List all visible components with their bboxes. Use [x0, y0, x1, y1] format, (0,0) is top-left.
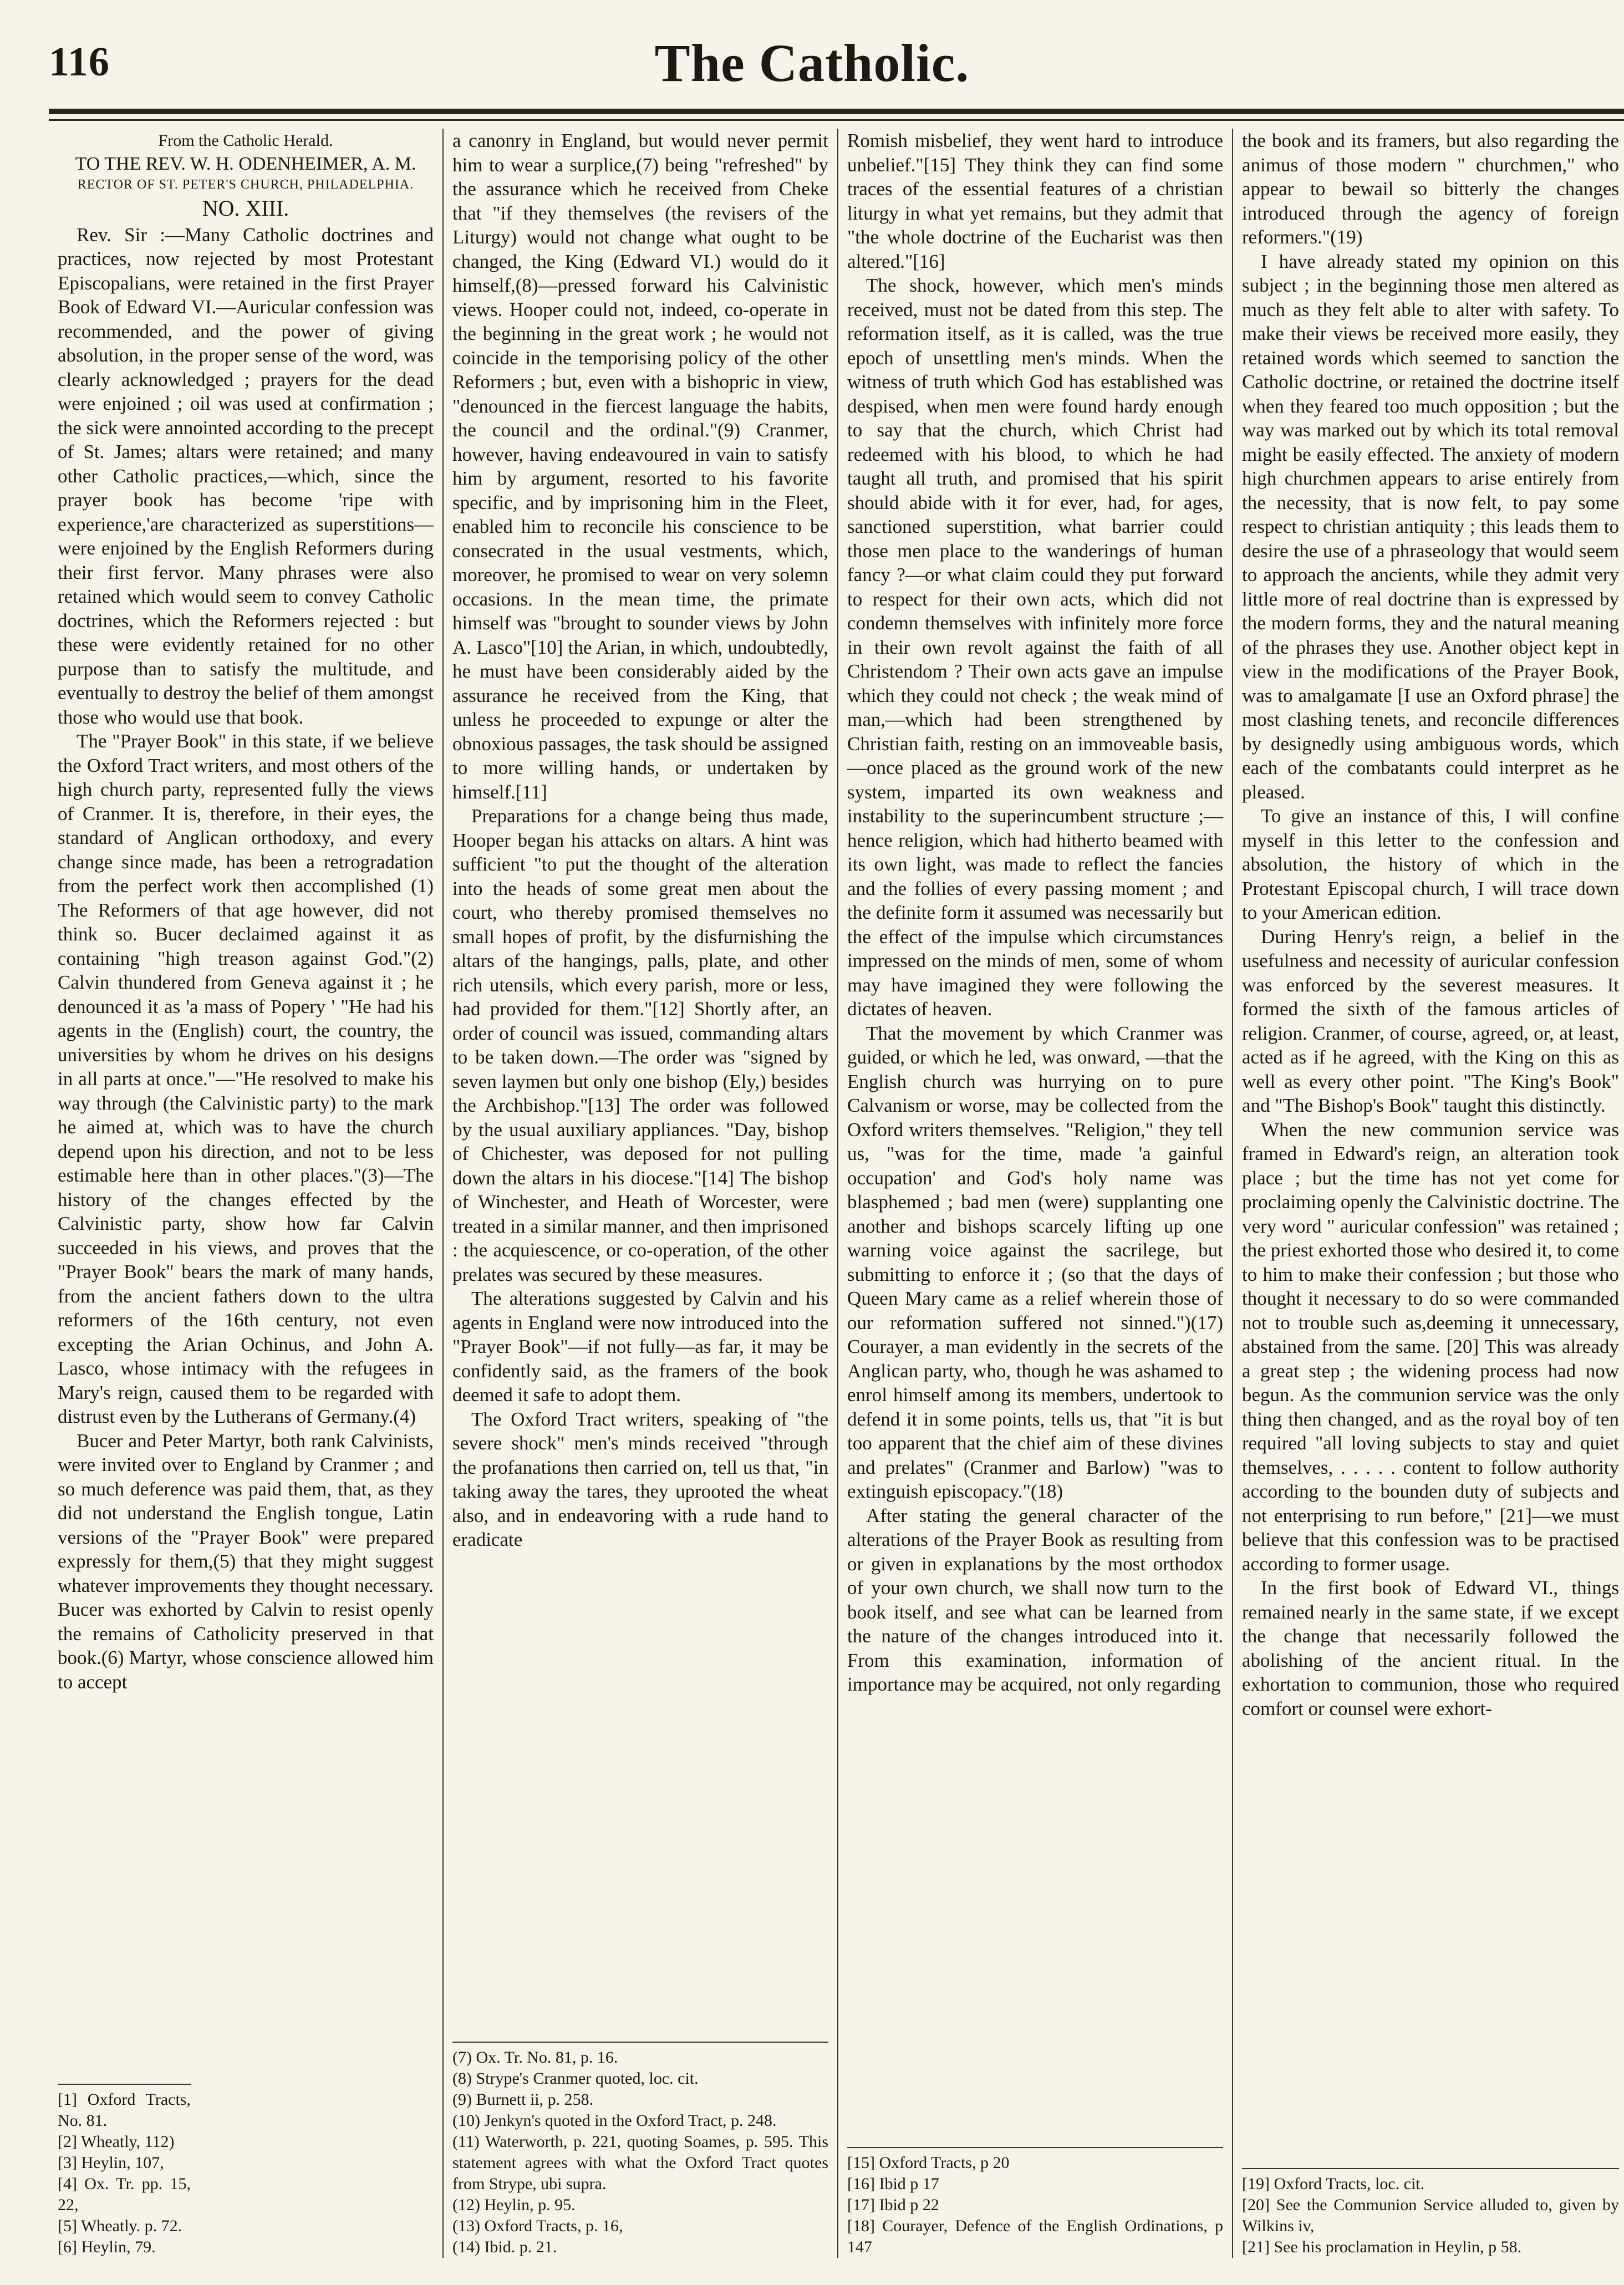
footnote: [21] See his proclamation in Heylin, p 58.: [1242, 2238, 1522, 2256]
paragraph: Preparations for a change being thus made, Hooper began his attacks on altars. A hint was sufficient "to put the thought of the alteration into the heads of some great men about the court, who thereby promised themselves no small hopes of profit, by the disfurnishing the altars of the hangings, palls, plate, and other rich utensils, which every parish, more or less, had provided for them."[12] Shortly after, an order of council was issued, commanding altars to be taken down.—The order was "signed by seven laymen but only one bishop (Ely,) besides the Archbishop."[13] The order was followed by the usual auxiliary appliances. "Day, bishop of Chichester, was deposed for not pulling down the altars in his diocese."[14] The bishop of Winchester, and Heath of Worcester, were treated in a similar manner, and then imprisoned : the acquiescence, or co-operation, of the other prelates was secured by these measures.: [452, 805, 828, 1285]
footnotes: [847, 2147, 1223, 2258]
column-4: [1233, 129, 1624, 2258]
paragraph: a canonry in England, but would never permit him to wear a surplice,(7) being "refreshed" by the assurance which he received from Cheke that "if they themselves (the revisers of the Liturgy) would not change what ought to be changed, the King (Edward VI.) would do it himself,(8)—pressed forward his Calvinistic views. Hooper could not, indeed, co-operate in the beginning in the great work ; he would not coincide in the temporising policy of the other Reformers ; but, even with a bishopric in view, "denounced in the fiercest language the habits, the council and the ordinal."(9) Cranmer, however, having endeavoured in vain to satisfy him by argument, resorted to his favorite specific, and by imprisoning him in the Fleet, enabled him to reconcile his conscience to be consecrated in the usual vestments, which, moreover, he promised to wear on very solemn occasions. In the mean time, the primate himself was "brought to sounder views by John A. Lasco"[10] the Arian, in which, undoubtedly, he must have been considerably aided by the assurance he received from the King, that unless he proceeded to expunge or alter the obnoxious passages, the task should be assigned to more willing hands, or undertaken by himself.[11]: [452, 130, 828, 803]
paragraph: During Henry's reign, a belief in the usefulness and necessity of auricular confession was enforced by the severest measures. It formed the sixth of the famous articles of religion. Cranmer, of course, agreed, or, at least, acted as if he agreed, with the King on this as well as every other point. "The King's Book" and "The Bishop's Book" taught this distinctly.: [1242, 925, 1619, 1116]
header-rule-thick: [49, 109, 1624, 114]
footnote: (13) Oxford Tracts, p. 16,: [452, 2217, 623, 2235]
footnotes: [58, 2084, 191, 2258]
footnote: [2] Wheatly, 112): [58, 2133, 175, 2151]
footnote: [5] Wheatly. p. 72.: [58, 2217, 182, 2235]
footnote: [18] Courayer, Defence of the English Ordinations, p 147: [847, 2217, 1223, 2256]
paragraph: Romish misbelief, they went hard to introduce unbelief."[15] They think they can find some traces of the essential features of a christian liturgy in what yet remains, but they admit that "the whole doctrine of the Eucharist was then altered."[16]: [847, 130, 1223, 272]
footnote: (12) Heylin, p. 95.: [452, 2196, 576, 2214]
paragraph: The alterations suggested by Calvin and his agents in England were now introduced into the "Prayer Book"—if not fully—as far, it may be confidently said, as the framers of the book deemed it safe to adopt them.: [452, 1287, 828, 1406]
footnote: [1] Oxford Tracts, No. 81.: [58, 2090, 191, 2130]
footnotes: [452, 2042, 828, 2258]
footnote: (7) Ox. Tr. No. 81, p. 16.: [452, 2048, 618, 2067]
footnote: (8) Strype's Cranmer quoted, loc. cit.: [452, 2069, 699, 2088]
footnote: [20] See the Communion Service alluded to, given by Wilkins iv,: [1242, 2196, 1619, 2235]
footnote: (11) Waterworth, p. 221, quoting Soames, p. 595. This statement agrees with what the Oxford Tract quotes from Strype, ubi supra.: [452, 2133, 828, 2193]
footnote: [4] Ox. Tr. pp. 15, 22,: [58, 2175, 191, 2214]
footnote: [6] Heylin, 79.: [58, 2238, 156, 2256]
footnotes: [1242, 2168, 1619, 2258]
paragraph: The shock, however, which men's minds received, must not be dated from this step. The reformation itself, as it is called, was the true epoch of unsettling men's minds. When the witness of truth which God has established was despised, when men were found hardy enough to say that the church, which Christ had redeemed with his blood, to which he had taught all truth, and promised that his spirit should abide with it for ever, had, for ages, sanctioned superstition, what barrier could those men place to the wanderings of human fancy ?—or what claim could they put forward to respect for their own acts, which did not condemn themselves with infinitely more force in their own revolt against the faith of all Christendom ? Their own acts gave an impulse which they could not check ; the weak mind of man,—which had been strengthened by Christian faith, resting on an immoveable basis,—once placed as the ground work of the new system, imparted its own weakness and instability to the superincumbent structure ;—hence religion, which had hitherto beamed with its own light, was made to reflect the fancies and the follies of every passing moment ; and the definite form it assumed was necessarily but the effect of the impulse which circumstances impressed on the minds of men, some of whom may have imagined they were following the dictates of heaven.: [847, 274, 1223, 1020]
paragraph: I have already stated my opinion on this subject ; in the beginning those men altered as much as they felt able to alter with safety. To make their views be received more easily, they retained words which seemed to sanction the Catholic doctrine, or retained the doctrine itself when they feared too much opposition ; but the way was marked out by which its total removal might be easily effected. The anxiety of modern high churchmen appears to arise entirely from the necessity, that is now felt, to pay some respect to christian antiquity ; this leads them to desire the use of a phraseology that would seem to approach the ancients, while they admit very little more of real doctrine than is expressed by the modern forms, they and the natural meaning of the phrases they use. Another object kept in view in the modifications of the Prayer Book, was to amalgamate [I use an Oxford phrase] the most clashing tenets, and reconcile differences by designedly using ambiguous words, which each of the combatants could interpret as he pleased.: [1242, 250, 1619, 803]
column-2: [444, 129, 838, 2258]
header-rule-thin: [49, 119, 1624, 121]
footnote: [19] Oxford Tracts, loc. cit.: [1242, 2175, 1425, 2193]
paragraph: the book and its framers, but also regarding the animus of those modern " churchmen," who appear to bewail so bitterly the changes introduced through the agency of foreign reformers."(19): [1242, 130, 1619, 248]
paragraph: Rev. Sir :—Many Catholic doctrines and practices, now rejected by most Protestant Episcopalians, were retained in the first Prayer Book of Edward VI.—Auricular confession was recommended, and the power of giving absolution, in the proper sense of the word, was clearly acknowledged ; prayers for the dead were enjoined ; oil was used at confirmation ; the sick were annointed according to the precept of St. James; altars were retained; and many other Catholic practices,—which, since the prayer book has become 'ripe with experience,'are characterized as superstitions—were enjoined by the English Reformers during their first fervor. Many phrases were also retained which would seem to convey Catholic doctrines, which the Reformers rejected : but these were evidently retained for no other purpose than to satisfy the multitude, and eventually to destroy the belief of them amongst those who would use that book.: [58, 223, 434, 728]
page-number: 116: [49, 39, 110, 85]
column-3: [838, 129, 1233, 2258]
paragraph: To give an instance of this, I will confine myself in this letter to the confession and absolution, the history of which in the Protestant Episcopal church, I will trace down to your American edition.: [1242, 805, 1619, 923]
paragraph: Bucer and Peter Martyr, both rank Calvinists, were invited over to England by Cranmer ; and so much deference was paid them, that, as they did not understand the English tongue, Latin versions of the "Prayer Book" were prepared expressly for them,(5) that they might suggest whatever improvements they thought necessary. Bucer was exhorted by Calvin to resist openly the remains of Catholicity preserved in that book.(6) Martyr, whose conscience allowed him to accept: [58, 1429, 434, 1693]
article-columns: [49, 129, 1624, 2258]
letter-number: NO. XIII.: [202, 195, 289, 221]
paragraph: The "Prayer Book" in this state, if we believe the Oxford Tract writers, and most others of the high church party, represented fully the views of Cranmer. It is, therefore, in their eyes, the standard of Anglican orthodoxy, and every change since made, has been a retrogradation from the perfect work then accomplished (1) The Reformers of that age however, did not think so. Bucer declaimed against it as containing "high treason against God."(2) Calvin thundered from Geneva against it ; he denounced it as 'a mass of Popery ' "He had his agents in the (English) court, the country, the universities by whom he drives on his designs in all parts at once."—"He resolved to make his way through (the Calvinistic party) to the mark he aimed at, which was to have the church depend upon his direction, and not to be less estimable here than in other places."(3)—The history of the changes effected by the Calvinistic party, show how far Calvin succeeded in his views, and proves that the "Prayer Book" bears the mark of many hands, from the ancient fathers down to the ultra reformers of the 16th century, not even excepting the Arian Ochinus, and John A. Lasco, whose intimacy with the refugees in Mary's reign, caused them to be regarded with distrust even by the Lutherans of Germany.(4): [58, 730, 434, 1427]
paragraph: The Oxford Tract writers, speaking of "the severe shock" men's minds received "through the profanations then carried on, tell us that, "in taking away the tares, they uprooted the wheat also, and in endeavoring with a rude hand to eradicate: [452, 1408, 828, 1550]
column-1: [49, 129, 444, 2258]
addressee-title: RECTOR OF ST. PETER'S CHURCH, PHILADELPHIA.: [77, 177, 414, 192]
footnote: [3] Heylin, 107,: [58, 2154, 164, 2172]
paragraph: That the movement by which Cranmer was guided, or which he led, was onward, —that the English church was hurrying on to pure Calvanism or worse, may be collected from the Oxford writers themselves. "Religion," they tell us, "was for the time, made 'a gainful occupation' and God's holy name was blasphemed ; bad men (were) supplanting one another and bishops scarcely lifting up one warning voice against the sacrilege, but submitting to enforce it ; (so that the days of Queen Mary came as a relief wherein those of our reformation suffered not sinned.")(17) Courayer, a man evidently in the secrets of the Anglican party, who, though he was ashamed to enrol himself among its members, undertook to defend it in some points, tells us, that "it is but too apparent that the chief aim of these divines and prelates" (Cranmer and Barlow) "was to extinguish episcopacy."(18): [847, 1022, 1223, 1502]
footnote: [16] Ibid p 17: [847, 2175, 939, 2193]
paragraph: When the new communion service was framed in Edward's reign, an alteration took place ; but the time has not yet come for proclaiming openly the Calvinistic doctrine. The very word " auricular confession" was retained ; the priest exhorted those who desired it, to come to him to make their confession ; but those who thought it necessary to do so were commanded not to trouble such as,deeming it unnecessary, abstained from the same. [20] This was already a great step ; the widening process had now begun. As the communion service was the only thing then changed, and as the royal boy of ten required "all loving subjects to stay and quiet themselves, . . . . . content to follow authority according to the bounden duty of subjects and not enterprising to run before," [21]—we must believe that this confession was to be practised according to former usage.: [1242, 1118, 1619, 1575]
footnote: (14) Ibid. p. 21.: [452, 2238, 557, 2256]
footnote: [17] Ibid p 22: [847, 2196, 939, 2214]
paragraph: After stating the general character of the alterations of the Prayer Book as resulting from or given in explanations by the most orthodox of your own church, we shall now turn to the book itself, and see what can be learned from the nature of the changes introduced into it. From this examination, information of importance may be acquired, not only regarding: [847, 1504, 1223, 1695]
footnote: [15] Oxford Tracts, p 20: [847, 2154, 1010, 2172]
footnote: (9) Burnett ii, p. 258.: [452, 2090, 594, 2109]
source-line: From the Catholic Herald.: [158, 131, 333, 150]
paragraph: In the first book of Edward VI., things remained nearly in the same state, if we except the change that necessarily followed the abolishing of the ancient ritual. In the exhortation to communion, those who required comfort or counsel were exhort-: [1242, 1577, 1619, 1719]
masthead-title: The Catholic.: [654, 33, 970, 93]
letter-addressee: TO THE REV. W. H. ODENHEIMER, A. M.: [75, 153, 416, 174]
footnote: (10) Jenkyn's quoted in the Oxford Tract, p. 248.: [452, 2111, 777, 2130]
